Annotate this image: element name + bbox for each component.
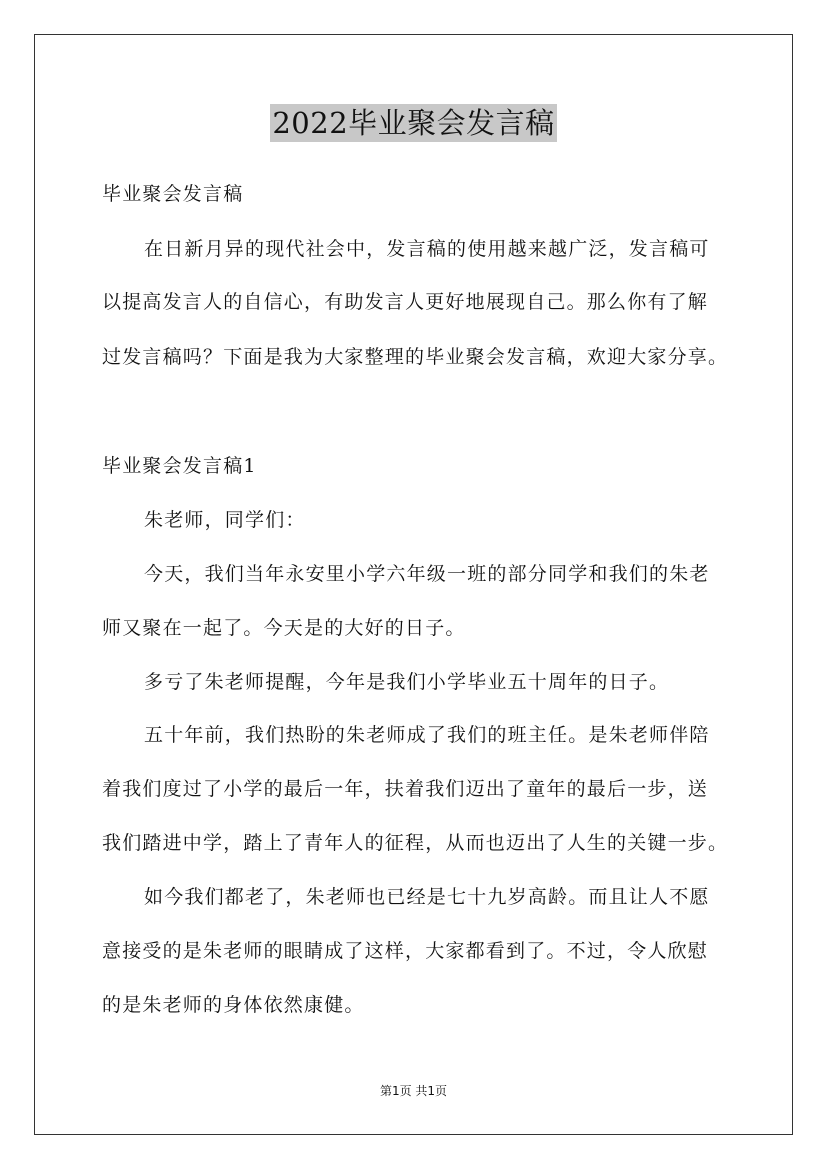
paragraph-line: 着我们度过了小学的最后一年，扶着我们迈出了童年的最后一步，送 bbox=[102, 778, 709, 800]
intro-paragraph-line: 过发言稿吗？下面是我为大家整理的毕业聚会发言稿，欢迎大家分享。 bbox=[102, 346, 729, 368]
salutation: 朱老师，同学们： bbox=[144, 509, 306, 531]
section-heading-1: 毕业聚会发言稿1 bbox=[102, 455, 257, 477]
paragraph-line: 如今我们都老了，朱老师也已经是七十九岁高龄。而且让人不愿 bbox=[144, 886, 710, 908]
intro-paragraph-line: 在日新月异的现代社会中，发言稿的使用越来越广泛，发言稿可 bbox=[144, 238, 710, 260]
document-title: 2022毕业聚会发言稿 bbox=[272, 106, 555, 140]
section-heading-intro: 毕业聚会发言稿 bbox=[102, 183, 244, 205]
paragraph-line: 今天，我们当年永安里小学六年级一班的部分同学和我们的朱老 bbox=[144, 563, 710, 585]
page-footer: 第1页 共1页 bbox=[379, 1084, 448, 1098]
paragraph-line: 的是朱老师的身体依然康健。 bbox=[102, 994, 365, 1016]
title-container bbox=[0, 104, 827, 142]
paragraph-line: 多亏了朱老师提醒，今年是我们小学毕业五十周年的日子。 bbox=[144, 671, 670, 693]
paragraph-line: 我们踏进中学，踏上了青年人的征程，从而也迈出了人生的关键一步。 bbox=[102, 832, 729, 854]
intro-paragraph-line: 以提高发言人的自信心，有助发言人更好地展现自己。那么你有了解 bbox=[102, 291, 709, 313]
paragraph-line: 五十年前，我们热盼的朱老师成了我们的班主任。是朱老师伴陪 bbox=[144, 724, 710, 746]
paragraph-line: 师又聚在一起了。今天是的大好的日子。 bbox=[102, 617, 466, 639]
paragraph-line: 意接受的是朱老师的眼睛成了这样，大家都看到了。不过，令人欣慰 bbox=[102, 940, 709, 962]
